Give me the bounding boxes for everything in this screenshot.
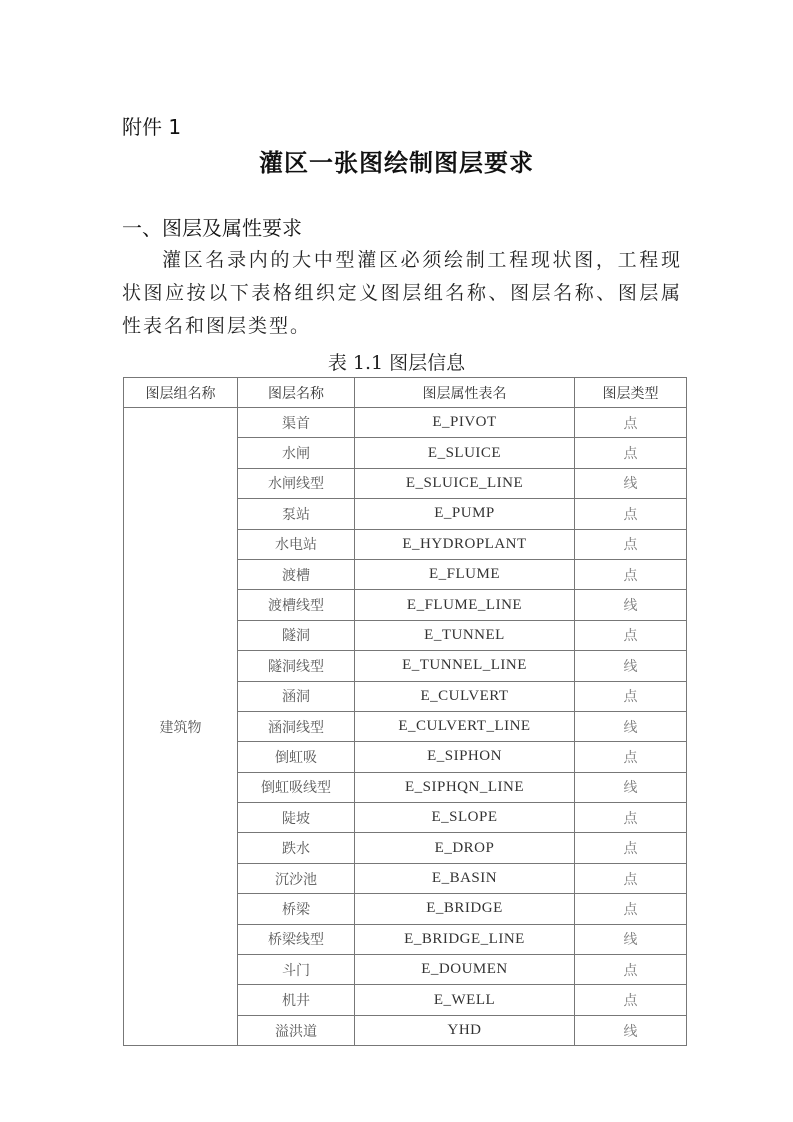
header-attr-table: 图层属性表名 — [355, 378, 575, 408]
section-heading: 一、图层及属性要求 — [122, 216, 302, 240]
attr-table-cell: E_WELL — [355, 985, 575, 1015]
header-group-name: 图层组名称 — [124, 378, 238, 408]
layer-name-cell: 桥梁 — [238, 894, 355, 924]
attr-table-cell: E_PIVOT — [355, 408, 575, 438]
group-name-cell: 建筑物 — [124, 408, 238, 1046]
table-row — [124, 408, 687, 438]
layer-name-cell: 隧洞线型 — [238, 651, 355, 681]
attr-table-cell: E_DOUMEN — [355, 955, 575, 985]
layer-type-cell: 点 — [575, 833, 687, 863]
layer-type-cell: 线 — [575, 590, 687, 620]
attr-table-cell: E_SLOPE — [355, 803, 575, 833]
layer-name-cell: 渡槽 — [238, 559, 355, 589]
attr-table-cell: E_HYDROPLANT — [355, 529, 575, 559]
layer-name-cell: 水闸 — [238, 438, 355, 468]
layer-name-cell: 溢洪道 — [238, 1015, 355, 1045]
layer-name-cell: 渠首 — [238, 408, 355, 438]
layer-type-cell: 线 — [575, 711, 687, 741]
attr-table-cell: E_CULVERT_LINE — [355, 711, 575, 741]
attachment-label: 附件 1 — [122, 115, 182, 139]
attr-table-cell: E_SIPHQN_LINE — [355, 772, 575, 802]
attr-table-cell: E_FLUME_LINE — [355, 590, 575, 620]
layer-type-cell: 点 — [575, 803, 687, 833]
layer-type-cell: 点 — [575, 742, 687, 772]
layer-type-cell: 线 — [575, 924, 687, 954]
attr-table-cell: E_PUMP — [355, 499, 575, 529]
attr-table-cell: E_SIPHON — [355, 742, 575, 772]
header-layer-type: 图层类型 — [575, 378, 687, 408]
layer-name-cell: 倒虹吸线型 — [238, 772, 355, 802]
layer-type-cell: 点 — [575, 863, 687, 893]
layer-name-cell: 沉沙池 — [238, 863, 355, 893]
layer-name-cell: 斗门 — [238, 955, 355, 985]
layer-name-cell: 机井 — [238, 985, 355, 1015]
attr-table-cell: E_SLUICE — [355, 438, 575, 468]
layer-type-cell: 点 — [575, 529, 687, 559]
layer-type-cell: 点 — [575, 955, 687, 985]
attr-table-cell: E_BASIN — [355, 863, 575, 893]
attr-table-cell: YHD — [355, 1015, 575, 1045]
layer-name-cell: 水闸线型 — [238, 468, 355, 498]
layer-name-cell: 跌水 — [238, 833, 355, 863]
layer-type-cell: 点 — [575, 408, 687, 438]
table-caption: 表 1.1 图层信息 — [327, 352, 466, 374]
layer-name-cell: 桥梁线型 — [238, 924, 355, 954]
layer-type-cell: 点 — [575, 894, 687, 924]
layer-type-cell: 线 — [575, 468, 687, 498]
document-title: 灌区一张图绘制图层要求 — [259, 149, 534, 177]
attr-table-cell: E_TUNNEL — [355, 620, 575, 650]
layer-name-cell: 渡槽线型 — [238, 590, 355, 620]
attr-table-cell: E_BRIDGE_LINE — [355, 924, 575, 954]
table-body — [124, 408, 687, 1046]
layer-type-cell: 线 — [575, 772, 687, 802]
layer-type-cell: 点 — [575, 620, 687, 650]
table-header-row — [124, 378, 687, 408]
layer-type-cell: 点 — [575, 559, 687, 589]
layer-type-cell: 线 — [575, 651, 687, 681]
attr-table-cell: E_TUNNEL_LINE — [355, 651, 575, 681]
body-paragraph: 灌区名录内的大中型灌区必须绘制工程现状图，工程现状图应按以下表格组织定义图层组名称、图层名称、图层属性表名和图层类型。 — [122, 249, 682, 337]
layer-name-cell: 涵洞线型 — [238, 711, 355, 741]
layer-type-cell: 点 — [575, 438, 687, 468]
layer-name-cell: 水电站 — [238, 529, 355, 559]
layer-name-cell: 陡坡 — [238, 803, 355, 833]
layer-name-cell: 泵站 — [238, 499, 355, 529]
attr-table-cell: E_BRIDGE — [355, 894, 575, 924]
layer-name-cell: 涵洞 — [238, 681, 355, 711]
layer-name-cell: 隧洞 — [238, 620, 355, 650]
attr-table-cell: E_FLUME — [355, 559, 575, 589]
layer-type-cell: 点 — [575, 499, 687, 529]
layer-type-cell: 点 — [575, 985, 687, 1015]
layer-name-cell: 倒虹吸 — [238, 742, 355, 772]
layer-info-table — [123, 377, 687, 1046]
attr-table-cell: E_CULVERT — [355, 681, 575, 711]
layer-type-cell: 点 — [575, 681, 687, 711]
attr-table-cell: E_DROP — [355, 833, 575, 863]
header-layer-name: 图层名称 — [238, 378, 355, 408]
attr-table-cell: E_SLUICE_LINE — [355, 468, 575, 498]
layer-type-cell: 线 — [575, 1015, 687, 1045]
